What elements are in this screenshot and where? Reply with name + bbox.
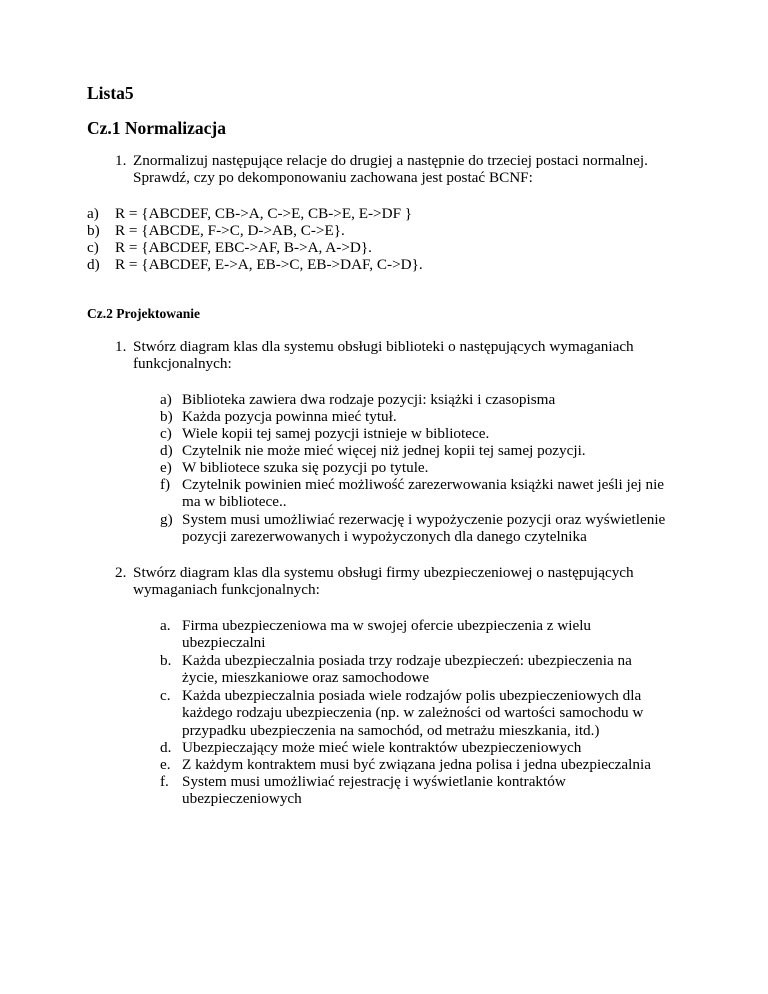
requirement-marker: b. — [160, 652, 172, 669]
requirement-marker: a) — [160, 391, 172, 408]
task-number: 1. — [115, 152, 127, 169]
relation-text: R = {ABCDEF, CB->A, C->E, CB->E, E->DF } — [115, 205, 413, 222]
document-title: Lista5 — [87, 83, 134, 103]
task-line: funkcjonalnych: — [133, 355, 232, 373]
requirement-marker: c. — [160, 687, 171, 704]
task-number: 2. — [115, 564, 127, 581]
requirement-line: przypadku ubezpieczenia na samochód, od metrażu mieszkania, itd.) — [182, 721, 600, 739]
requirement-line: Każda ubezpieczalnia posiada trzy rodzaje ubezpieczeń: ubezpieczenia na — [182, 652, 632, 669]
requirement-line: Wiele kopii tej samej pozycji istnieje w bibliotece. — [182, 425, 490, 442]
relation-marker: b) — [87, 222, 100, 239]
requirement-marker: d) — [160, 442, 173, 459]
requirement-line: System musi umożliwiać rezerwację i wypożyczenie pozycji oraz wyświetlenie — [182, 511, 666, 528]
requirement-line: Firma ubezpieczeniowa ma w swojej ofercie ubezpieczenia z wielu — [182, 617, 592, 634]
relation-text: R = {ABCDE, F->C, D->AB, C->E}. — [115, 222, 345, 239]
relation-marker: a) — [87, 205, 99, 222]
requirement-line: Czytelnik powinien mieć możliwość zarezerwowania książki nawet jeśli jej nie — [182, 476, 665, 493]
requirement-marker: e. — [160, 756, 171, 773]
requirement-marker: f) — [160, 476, 171, 493]
section-2-heading: Cz.2 Projektowanie — [87, 306, 200, 321]
requirement-line: Ubezpieczający może mieć wiele kontraktów ubezpieczeniowych — [182, 739, 582, 756]
requirement-line: każdego rodzaju ubezpieczenia (np. w zależności od wartości samochodu w — [182, 704, 644, 722]
requirement-line: Czytelnik nie może mieć więcej niż jednej kopii tej samej pozycji. — [182, 442, 586, 459]
requirement-line: Każda ubezpieczalnia posiada wiele rodzajów polis ubezpieczeniowych dla — [182, 687, 642, 704]
requirement-marker: e) — [160, 459, 172, 476]
relation-marker: d) — [87, 256, 100, 273]
task-number: 1. — [115, 338, 127, 355]
requirement-line: ubezpieczeniowych — [182, 790, 302, 808]
requirement-marker: d. — [160, 739, 172, 756]
section-1-heading: Cz.1 Normalizacja — [87, 118, 226, 138]
relation-text: R = {ABCDEF, EBC->AF, B->A, A->D}. — [115, 239, 372, 256]
requirement-line: życie, mieszkaniowe oraz samochodowe — [182, 669, 430, 687]
relation-text: R = {ABCDEF, E->A, EB->C, EB->DAF, C->D}. — [115, 256, 423, 273]
requirement-line: pozycji zarezerwowanych i wypożyczonych dla danego czytelnika — [182, 528, 587, 546]
requirement-marker: g) — [160, 511, 173, 528]
requirement-line: ubezpieczalni — [182, 634, 266, 652]
requirement-marker: f. — [160, 773, 169, 790]
requirement-line: Biblioteka zawiera dwa rodzaje pozycji: książki i czasopisma — [182, 391, 556, 408]
relation-marker: c) — [87, 239, 99, 256]
task-line: Stwórz diagram klas dla systemu obsługi biblioteki o następujących wymaganiach — [133, 338, 634, 355]
requirement-marker: a. — [160, 617, 171, 634]
requirement-line: ma w bibliotece.. — [182, 493, 287, 511]
task-line: Znormalizuj następujące relacje do drugiej a następnie do trzeciej postaci normalnej. — [133, 152, 648, 169]
requirement-line: Z każdym kontraktem musi być związana jedna polisa i jedna ubezpieczalnia — [182, 756, 651, 773]
requirement-line: Każda pozycja powinna mieć tytuł. — [182, 408, 397, 425]
requirement-line: System musi umożliwiać rejestrację i wyświetlanie kontraktów — [182, 773, 566, 790]
task-line: Stwórz diagram klas dla systemu obsługi firmy ubezpieczeniowej o następujących — [133, 564, 634, 581]
requirement-line: W bibliotece szuka się pozycji po tytule. — [182, 459, 429, 476]
requirement-marker: b) — [160, 408, 173, 425]
task-line: wymaganiach funkcjonalnych: — [133, 581, 320, 599]
requirement-marker: c) — [160, 425, 172, 442]
task-line: Sprawdź, czy po dekomponowaniu zachowana jest postać BCNF: — [133, 169, 533, 187]
